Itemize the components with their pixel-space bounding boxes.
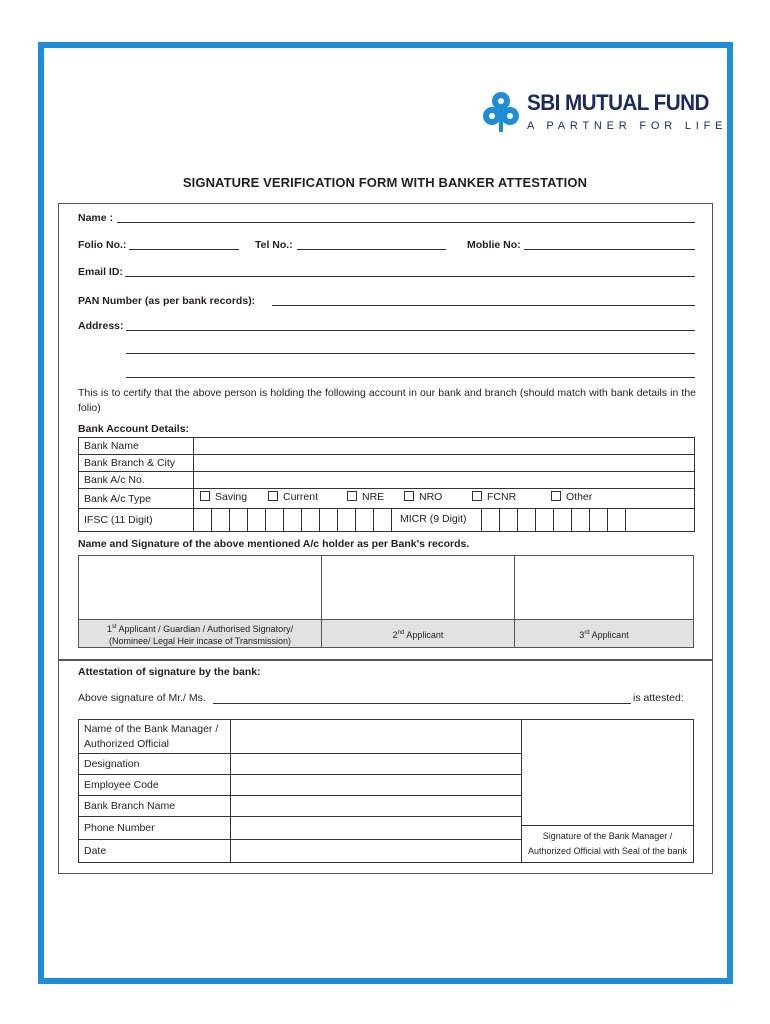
- applicant-1-caption: 1st Applicant / Guardian / Authorised Signatory/ (Nominee/ Legal Heir incase of Transmission): [79, 620, 322, 648]
- ifsc-digit-box[interactable]: [302, 509, 320, 531]
- ifsc-digit-box[interactable]: [230, 509, 248, 531]
- phone-number-field[interactable]: [231, 817, 522, 840]
- micr-digit-box[interactable]: [572, 509, 590, 531]
- micr-digit-box[interactable]: [590, 509, 608, 531]
- bank-branch-field[interactable]: [194, 455, 695, 472]
- ifsc-digit-box[interactable]: [374, 509, 392, 531]
- phone-number-label: Phone Number: [79, 817, 231, 840]
- checkbox-icon[interactable]: [200, 491, 210, 501]
- account-number-label: Bank A/c No.: [79, 472, 194, 489]
- folio-label: Folio No.:: [78, 239, 127, 251]
- address-field-line-3[interactable]: [126, 377, 695, 378]
- ifsc-digit-box[interactable]: [320, 509, 338, 531]
- branch-name-label: Bank Branch Name: [79, 796, 231, 817]
- account-type-nro[interactable]: NRO: [404, 491, 442, 503]
- page-title: SIGNATURE VERIFICATION FORM WITH BANKER ATTESTATION: [182, 175, 588, 190]
- email-field[interactable]: [125, 276, 695, 277]
- attestation-heading: Attestation of signature by the bank:: [78, 666, 261, 678]
- sbi-mutual-fund-logo: [483, 90, 728, 136]
- account-type-options: [194, 489, 695, 509]
- account-type-other[interactable]: Other: [551, 491, 592, 503]
- manager-name-label: Name of the Bank Manager / Authorized Official: [79, 720, 231, 754]
- table-row: [79, 509, 695, 532]
- ifsc-digit-box[interactable]: [338, 509, 356, 531]
- table-row: [79, 472, 695, 489]
- account-type-label: Bank A/c Type: [79, 489, 194, 509]
- table-row: [79, 455, 695, 472]
- manager-name-field[interactable]: [231, 720, 522, 754]
- table-row: [79, 720, 694, 754]
- table-row: [79, 620, 694, 648]
- account-type-current[interactable]: Current: [268, 491, 318, 503]
- account-type-nre[interactable]: NRE: [347, 491, 384, 503]
- checkbox-icon[interactable]: [268, 491, 278, 501]
- tel-label: Tel No.:: [255, 239, 293, 251]
- micr-digit-box[interactable]: [626, 509, 644, 531]
- checkbox-icon[interactable]: [404, 491, 414, 501]
- address-field-line-1[interactable]: [126, 330, 695, 331]
- signature-heading: Name and Signature of the above mentioned A/c holder as per Bank's records.: [78, 538, 470, 550]
- tel-field[interactable]: [297, 249, 446, 250]
- applicant-2-caption: 2nd Applicant: [322, 620, 515, 648]
- attestation-table: [78, 719, 694, 863]
- employee-code-label: Employee Code: [79, 775, 231, 796]
- applicant-2-signature-box[interactable]: [322, 556, 515, 620]
- micr-digit-box[interactable]: [554, 509, 572, 531]
- sbi-logo-icon: [483, 90, 519, 134]
- applicant-3-signature-box[interactable]: [515, 556, 694, 620]
- brand-name: SBI MUTUAL FUND: [527, 90, 709, 115]
- checkbox-icon[interactable]: [551, 491, 561, 501]
- employee-code-field[interactable]: [231, 775, 522, 796]
- brand-tagline: A PARTNER FOR LIFE: [527, 120, 728, 132]
- above-signature-label: Above signature of Mr./ Ms.: [78, 692, 206, 704]
- ifsc-digit-box[interactable]: [356, 509, 374, 531]
- bank-branch-label: Bank Branch & City: [79, 455, 194, 472]
- pan-field[interactable]: [272, 305, 695, 306]
- ifsc-micr-row: [194, 509, 695, 532]
- micr-digit-box[interactable]: [536, 509, 554, 531]
- bank-name-field[interactable]: [194, 438, 695, 455]
- checkbox-icon[interactable]: [472, 491, 482, 501]
- table-row: [79, 438, 695, 455]
- ifsc-digit-box[interactable]: [194, 509, 212, 531]
- account-number-field[interactable]: [194, 472, 695, 489]
- micr-digit-box[interactable]: [482, 509, 500, 531]
- ifsc-digit-box[interactable]: [266, 509, 284, 531]
- folio-field[interactable]: [129, 249, 239, 250]
- branch-name-field[interactable]: [231, 796, 522, 817]
- micr-digit-box[interactable]: [518, 509, 536, 531]
- account-type-fcnr[interactable]: FCNR: [472, 491, 516, 503]
- mobile-field[interactable]: [524, 249, 695, 250]
- bank-details-heading: Bank Account Details:: [78, 423, 190, 435]
- micr-digit-box[interactable]: [500, 509, 518, 531]
- address-label: Address:: [78, 320, 124, 332]
- signature-table: [78, 555, 694, 648]
- address-field-line-2[interactable]: [126, 353, 695, 354]
- ifsc-label: IFSC (11 Digit): [79, 509, 194, 532]
- bank-details-table: [78, 437, 695, 532]
- micr-digit-box[interactable]: [608, 509, 626, 531]
- attested-label: is attested:: [633, 692, 684, 704]
- pan-label: PAN Number (as per bank records):: [78, 295, 256, 307]
- applicant-3-caption: 3rd Applicant: [515, 620, 694, 648]
- seal-caption: Signature of the Bank Manager / Authorized Official with Seal of the bank: [522, 825, 693, 862]
- mobile-label: Moblie No:: [467, 239, 521, 251]
- account-type-saving[interactable]: Saving: [200, 491, 247, 503]
- date-label: Date: [79, 840, 231, 863]
- name-field[interactable]: [117, 222, 695, 223]
- name-label: Name :: [78, 212, 114, 224]
- applicant-1-signature-box[interactable]: [79, 556, 322, 620]
- checkbox-icon[interactable]: [347, 491, 357, 501]
- date-field[interactable]: [231, 840, 522, 863]
- attested-name-field[interactable]: [213, 703, 631, 704]
- designation-label: Designation: [79, 754, 231, 775]
- email-label: Email ID:: [78, 266, 123, 278]
- manager-seal-box[interactable]: [522, 720, 694, 863]
- ifsc-digit-box[interactable]: [248, 509, 266, 531]
- table-row: [79, 556, 694, 620]
- designation-field[interactable]: [231, 754, 522, 775]
- ifsc-digit-box[interactable]: [212, 509, 230, 531]
- table-row: [79, 489, 695, 509]
- ifsc-digit-box[interactable]: [284, 509, 302, 531]
- certification-text: This is to certify that the above person is holding the following account in our bank and branch (should match with bank details in the folio): [78, 387, 696, 414]
- bank-name-label: Bank Name: [79, 438, 194, 455]
- micr-label: MICR (9 Digit): [392, 509, 482, 531]
